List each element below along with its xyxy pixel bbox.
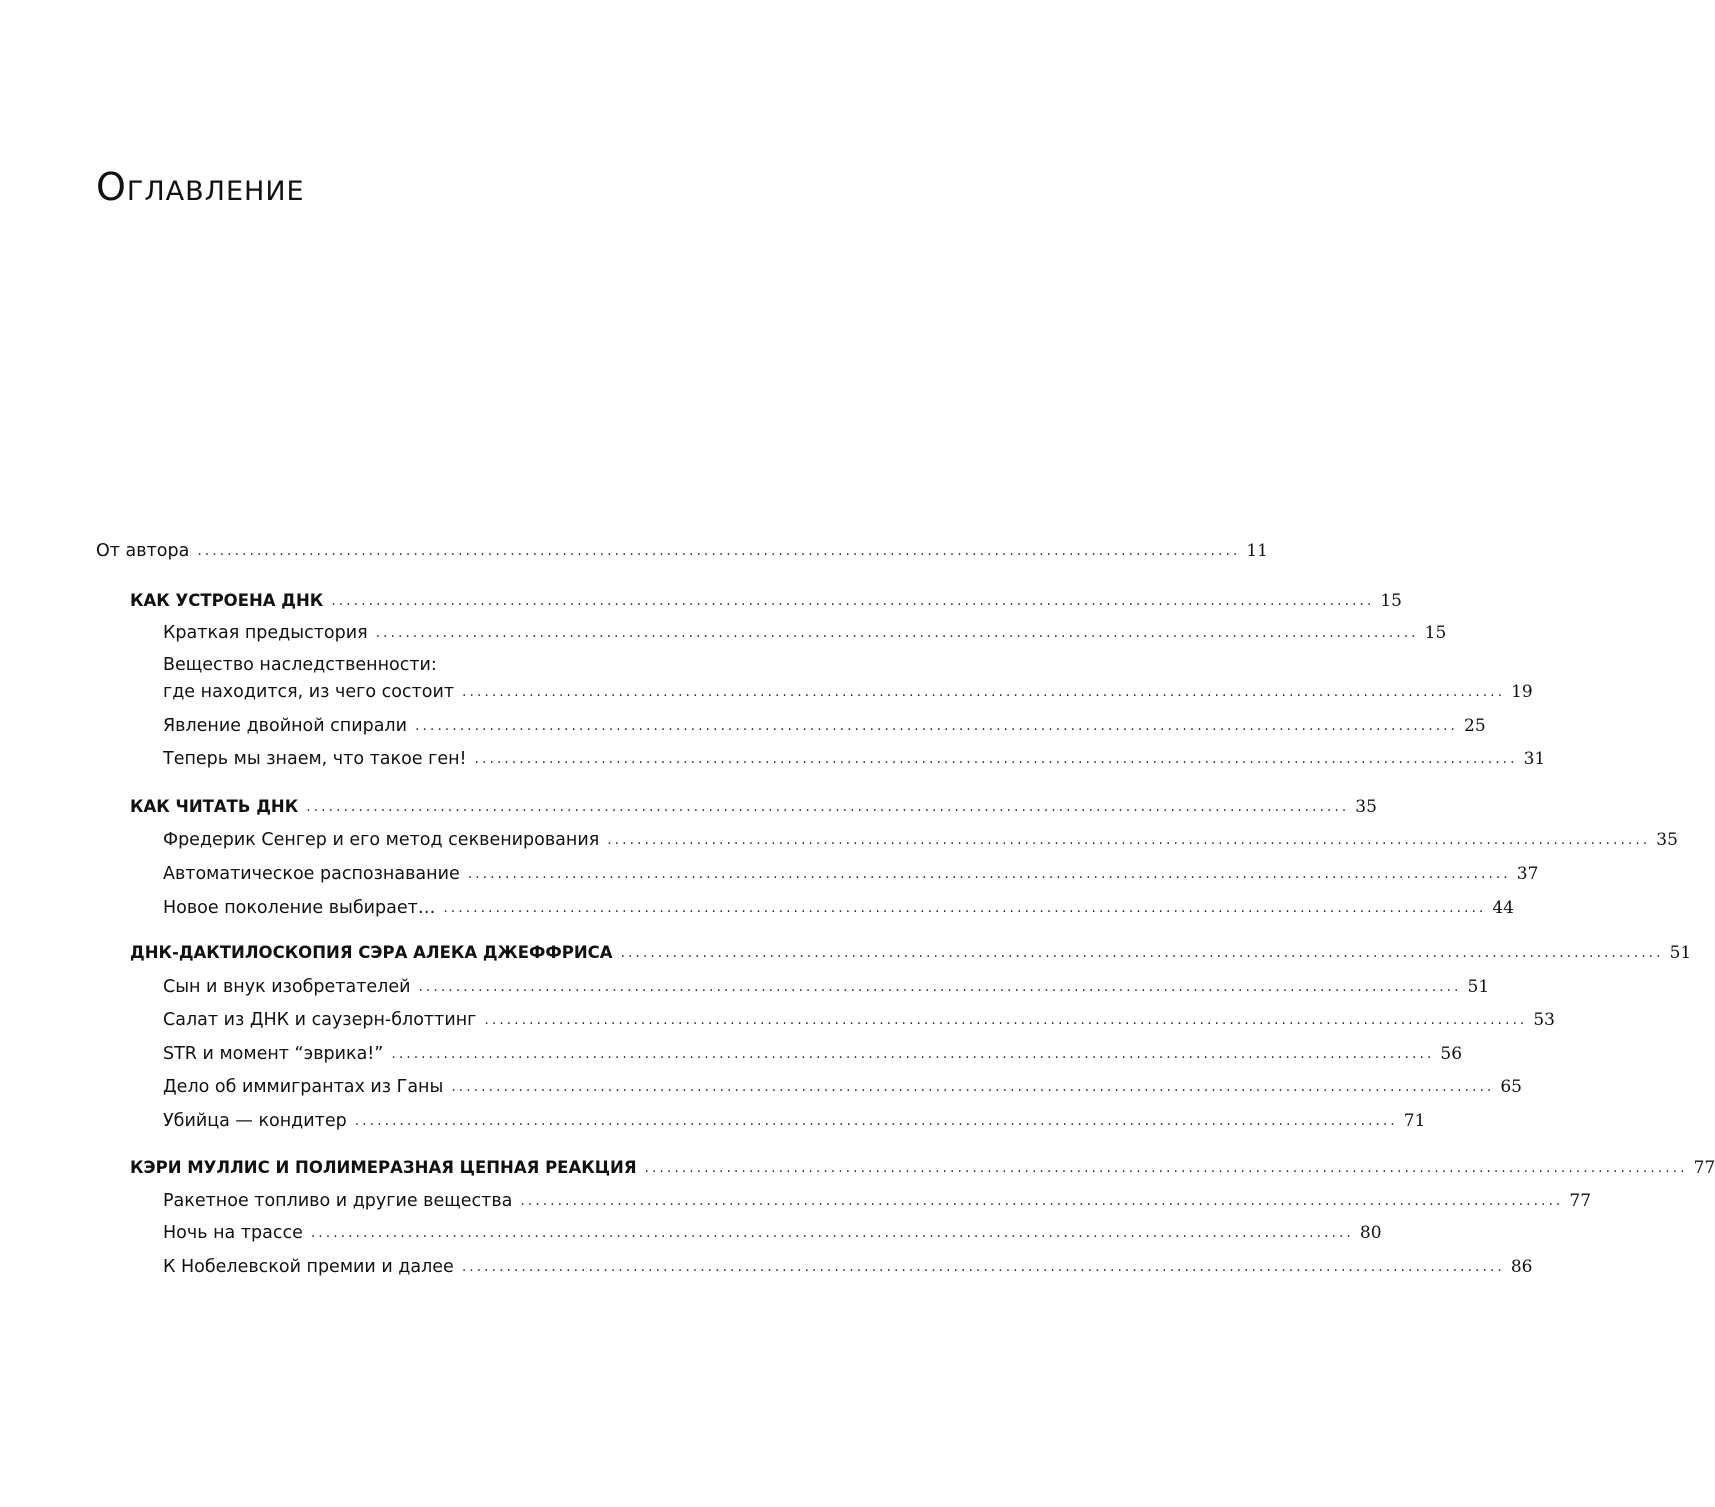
toc-section xyxy=(163,1009,1555,1034)
toc-entry xyxy=(96,540,1268,565)
toc-section-title: Убийца — кондитер xyxy=(163,1111,347,1131)
toc-entry-page: 35 xyxy=(1656,830,1678,850)
dot-leader: ............................................................................................................................................ xyxy=(484,1012,1528,1028)
toc-section xyxy=(163,748,1546,773)
dot-leader: ............................................................................................................................................ xyxy=(467,866,1511,882)
toc-chapter xyxy=(130,796,1377,821)
toc-section-title: где находится, из чего состоит xyxy=(163,682,455,702)
dot-leader: ............................................................................................................................................ xyxy=(418,979,1462,995)
toc-entry-page: 25 xyxy=(1464,716,1486,736)
toc-entry-page: 77 xyxy=(1693,1158,1715,1178)
toc-section xyxy=(163,1256,1533,1281)
toc-entry-page: 35 xyxy=(1355,797,1377,817)
toc-entry-page: 31 xyxy=(1523,749,1546,769)
toc-entry-page: 71 xyxy=(1403,1111,1426,1131)
toc-section xyxy=(163,1043,1463,1068)
toc-section-title: STR и момент “эврика!” xyxy=(163,1044,384,1064)
dot-leader: ............................................................................................................................................ xyxy=(354,1113,1398,1129)
toc-section-title: Ночь на трассе xyxy=(163,1223,303,1243)
dot-leader: ............................................................................................................................................ xyxy=(414,718,1459,734)
dot-leader: ............................................................................................................................................ xyxy=(310,1225,1354,1241)
toc-section-title: Сын и внук изобретателей xyxy=(163,977,411,997)
dot-leader: ............................................................................................................................................ xyxy=(620,945,1664,961)
toc-chapter xyxy=(130,1157,1715,1182)
dot-leader: ............................................................................................................................................ xyxy=(451,1079,1495,1095)
dot-leader: ............................................................................................................................................ xyxy=(443,900,1487,916)
toc-section-title: Фредерик Сенгер и его метод секвенирования xyxy=(163,830,600,850)
toc-entry-page: 37 xyxy=(1516,864,1539,884)
dot-leader: ............................................................................................................................................ xyxy=(474,751,1518,767)
page-title: Оглавление xyxy=(96,165,305,209)
dot-leader: ............................................................................................................................................ xyxy=(375,625,1419,641)
toc-entry-title: От автора xyxy=(96,541,190,561)
toc-entry-page: 44 xyxy=(1492,898,1514,918)
toc-entry-page: 51 xyxy=(1669,943,1692,963)
toc-section-title: Салат из ДНК и саузерн-блоттинг xyxy=(163,1010,477,1030)
toc-section xyxy=(163,1110,1426,1135)
toc-section xyxy=(163,622,1447,647)
toc-section xyxy=(163,715,1486,740)
dot-leader: ............................................................................................................................................ xyxy=(197,543,1241,559)
dot-leader: ............................................................................................................................................ xyxy=(644,1160,1688,1176)
toc-chapter xyxy=(130,590,1402,615)
toc-section xyxy=(163,1222,1382,1247)
toc-section xyxy=(163,829,1678,854)
toc-section xyxy=(163,1190,1592,1215)
toc-entry-page: 65 xyxy=(1500,1077,1522,1097)
toc-entry-page: 11 xyxy=(1246,541,1268,561)
toc-section xyxy=(163,681,1533,706)
toc-chapter-title: КЭРИ МУЛЛИС И ПОЛИМЕРАЗНАЯ ЦЕПНАЯ РЕАКЦИЯ xyxy=(130,1158,637,1177)
toc-chapter-title: ДНК-ДАКТИЛОСКОПИЯ СЭРА АЛЕКА ДЖЕФФРИСА xyxy=(130,943,613,962)
toc-section-title: Явление двойной спирали xyxy=(163,716,407,736)
dot-leader: ............................................................................................................................................ xyxy=(391,1046,1435,1062)
toc-section-title: Ракетное топливо и другие вещества xyxy=(163,1191,513,1211)
dot-leader: ............................................................................................................................................ xyxy=(520,1193,1564,1209)
toc-section-title: Теперь мы знаем, что такое ген! xyxy=(163,749,467,769)
toc-entry-page: 77 xyxy=(1569,1191,1592,1211)
toc-entry-page: 19 xyxy=(1511,682,1533,702)
toc-entry-page: 56 xyxy=(1440,1044,1463,1064)
toc-chapter-title: КАК ЧИТАТЬ ДНК xyxy=(130,797,299,816)
toc-section xyxy=(163,863,1539,888)
dot-leader: ............................................................................................................................................ xyxy=(306,799,1350,815)
toc-section xyxy=(163,976,1490,1001)
toc-entry-page: 15 xyxy=(1380,591,1402,611)
toc-section-title: Автоматическое распознавание xyxy=(163,864,460,884)
toc-section-title: Краткая предыстория xyxy=(163,623,368,643)
dot-leader: ............................................................................................................................................ xyxy=(461,1259,1505,1275)
toc-entry-page: 86 xyxy=(1510,1257,1533,1277)
toc-chapter xyxy=(130,942,1692,967)
toc-chapter-title: КАК УСТРОЕНА ДНК xyxy=(130,591,324,610)
toc-entry-page: 15 xyxy=(1424,623,1447,643)
toc-section-title: Дело об иммигрантах из Ганы xyxy=(163,1077,444,1097)
dot-leader: ............................................................................................................................................ xyxy=(607,832,1651,848)
toc-entry-page: 51 xyxy=(1467,977,1490,997)
toc-entry-page: 53 xyxy=(1533,1010,1555,1030)
toc-section-title-line1: Вещество наследственности: xyxy=(163,655,437,675)
dot-leader: ............................................................................................................................................ xyxy=(462,684,1506,700)
toc-section xyxy=(163,897,1514,922)
toc-entry-page: 80 xyxy=(1359,1223,1382,1243)
toc-section-title: К Нобелевской премии и далее xyxy=(163,1257,454,1277)
toc-section-title: Новое поколение выбирает… xyxy=(163,898,436,918)
dot-leader: ............................................................................................................................................ xyxy=(331,593,1375,609)
toc-section xyxy=(163,1076,1522,1101)
